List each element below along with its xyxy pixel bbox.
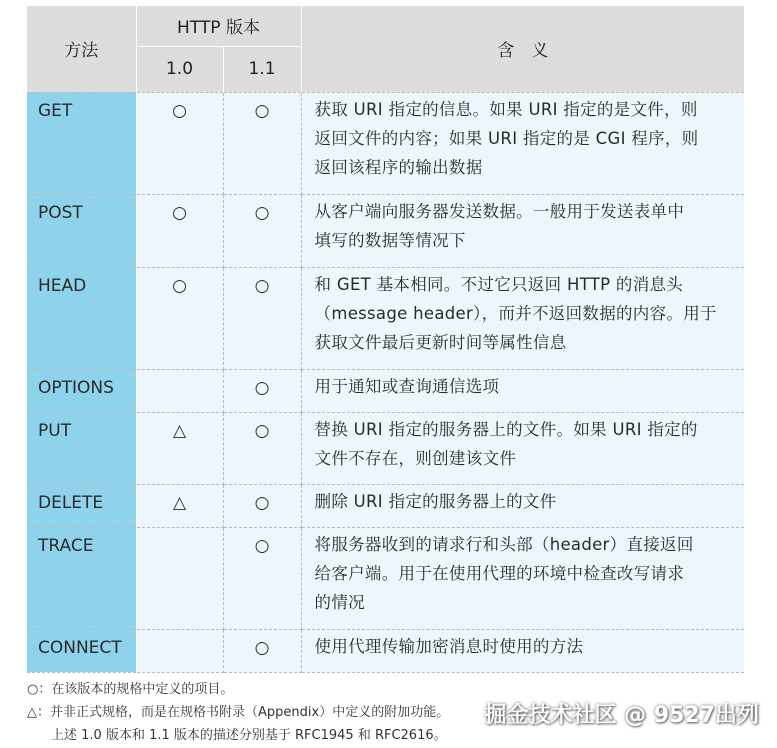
version-1-0-mark: ○ [136,194,223,267]
version-1-1-mark: ○ [223,412,301,484]
table-row [27,369,744,412]
description-cell [301,412,744,484]
description-line: 获取文件最后更新时间等属性信息 [314,332,567,352]
description-line: 使用代理传输加密消息时使用的方法 [314,636,584,656]
version-1-1-mark: ○ [223,527,301,629]
table-row [27,527,744,629]
watermark: 掘金技术社区 @ 9527出列 [484,703,759,728]
header-method: 方法 [27,6,136,92]
method-cell: HEAD [27,267,136,369]
header-version-1-0: 1.0 [136,46,223,92]
description-line: 将服务器收到的请求行和头部（header）直接返回 [314,534,694,554]
method-cell: TRACE [27,527,136,629]
description-line: 返回该程序的输出数据 [314,157,483,177]
note-circle: ○：在该版本的规格中定义的项目。 [27,682,234,697]
version-1-1-mark: ○ [223,267,301,369]
description-cell [301,527,744,629]
method-cell: DELETE [27,484,136,527]
description-line: 填写的数据等情况下 [314,230,466,250]
version-1-0-mark: △ [136,484,223,527]
table-row [27,412,744,484]
description-line: 文件不存在，则创建该文件 [314,448,517,468]
description-line: 获取 URI 指定的信息。如果 URI 指定的是文件，则 [314,99,698,119]
description-cell [301,369,744,412]
header-http-version: HTTP 版本 [136,6,301,46]
header-version-1-1: 1.1 [223,46,301,92]
http-methods-table [27,6,744,673]
version-1-0-mark: ○ [136,92,223,194]
note-versions: 上述 1.0 版本和 1.1 版本的描述分别基于 RFC1945 和 RFC2616。 [51,728,447,743]
description-line: 删除 URI 指定的服务器上的文件 [314,491,557,511]
version-1-1-mark: ○ [223,194,301,267]
description-cell [301,484,744,527]
table-row [27,194,744,267]
description-cell [301,629,744,672]
method-cell: POST [27,194,136,267]
description-line: 从客户端向服务器发送数据。一般用于发送表单中 [314,201,685,221]
description-line: 用于通知或查询通信选项 [314,376,500,396]
method-cell: OPTIONS [27,369,136,412]
description-line: 的情况 [314,592,365,612]
version-1-1-mark: ○ [223,629,301,672]
version-1-0-mark [136,527,223,629]
version-1-0-mark [136,629,223,672]
table-row [27,92,744,194]
version-1-0-mark [136,369,223,412]
description-cell [301,267,744,369]
method-cell: PUT [27,412,136,484]
method-cell: GET [27,92,136,194]
description-cell [301,92,744,194]
description-line: 和 GET 基本相同。不过它只返回 HTTP 的消息头 [314,274,684,294]
description-line: 给客户端。用于在使用代理的环境中检查改写请求 [314,563,685,583]
table-row [27,484,744,527]
description-cell [301,194,744,267]
version-1-1-mark: ○ [223,92,301,194]
version-1-0-mark: ○ [136,267,223,369]
description-line: 替换 URI 指定的服务器上的文件。如果 URI 指定的 [314,419,698,439]
version-1-1-mark: ○ [223,484,301,527]
table-row [27,267,744,369]
version-1-1-mark: ○ [223,369,301,412]
version-1-0-mark: △ [136,412,223,484]
table-row [27,629,744,672]
description-line: 返回文件的内容；如果 URI 指定的是 CGI 程序，则 [314,128,699,148]
table-notes [27,678,449,747]
note-triangle: △：并非正式规格，而是在规格书附录（Appendix）中定义的附加功能。 [27,705,450,720]
method-cell: CONNECT [27,629,136,672]
description-line: （message header），而并不返回数据的内容。用于 [314,303,717,323]
header-meaning: 含 义 [301,6,744,92]
